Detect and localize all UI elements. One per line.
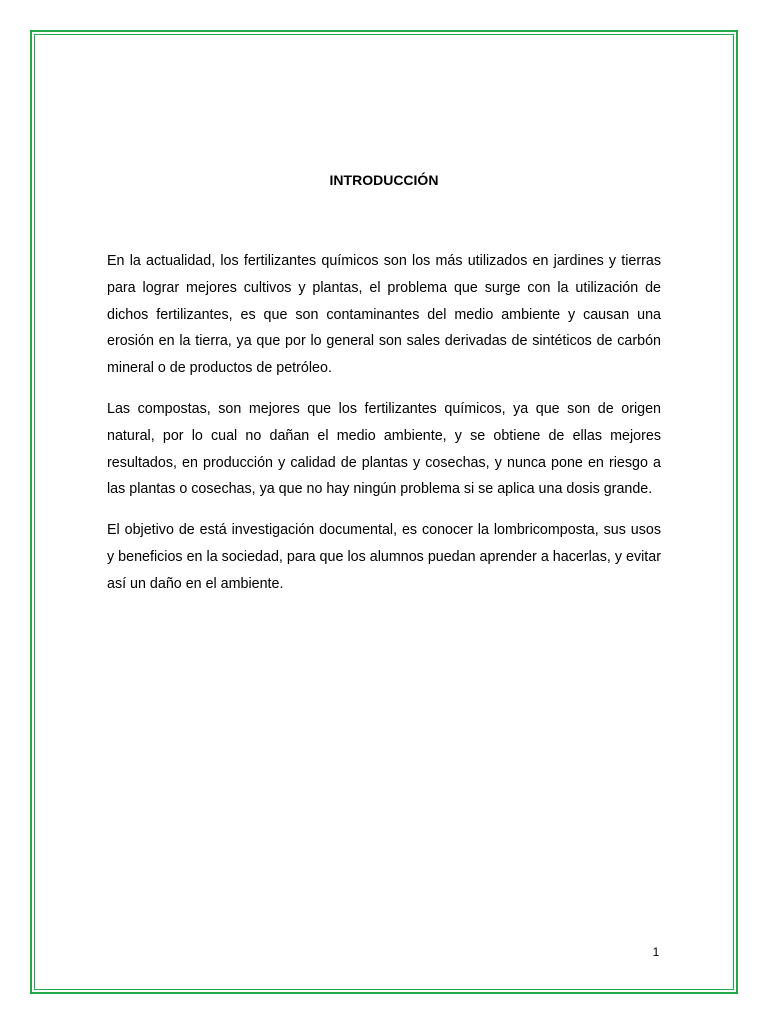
page-number: 1 bbox=[652, 945, 660, 959]
paragraph-2: Las compostas, son mejores que los fertilizantes químicos, ya que son de origen natural, por lo cual no dañan el medio ambiente, y se obtiene de ellas mejores resultados, en producción y calidad de plantas y cosechas, y nunca pone en riesgo a las plantas o cosechas, ya que no hay ningún problema si se aplica una dosis grande. bbox=[107, 400, 661, 498]
document-body bbox=[107, 248, 661, 612]
paragraph-3: El objetivo de está investigación documental, es conocer la lombricomposta, sus usos y beneficios en la sociedad, para que los alumnos puedan aprender a hacerlas, y evitar así un daño en el ambiente. bbox=[107, 522, 661, 592]
paragraph-1: En la actualidad, los fertilizantes químicos son los más utilizados en jardines y tierras para lograr mejores cultivos y plantas, el problema que surge con la utilización de dichos fertilizantes, es que son contaminantes del medio ambiente y causan una erosión en la tierra, ya que por lo general son sales derivadas de sintéticos de carbón mineral o de productos de petróleo. bbox=[107, 253, 661, 377]
page-title: INTRODUCCIÓN bbox=[329, 172, 439, 188]
